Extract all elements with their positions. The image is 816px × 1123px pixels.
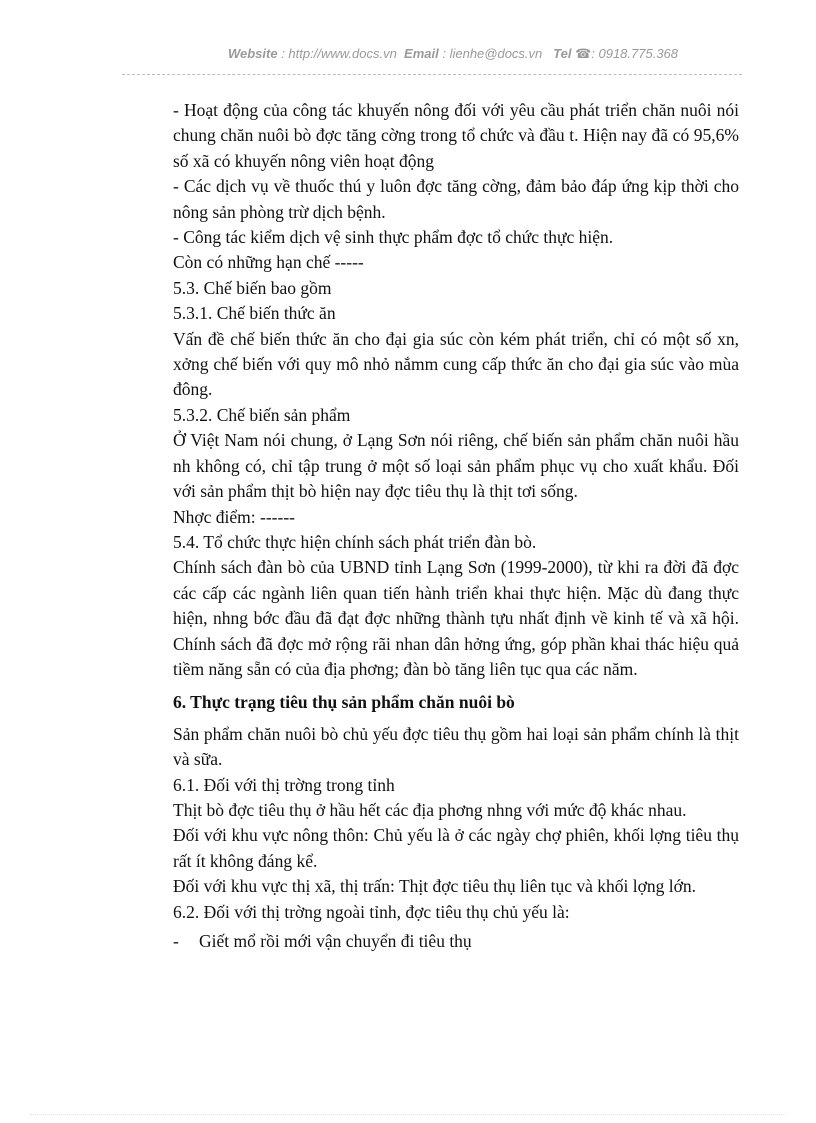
paragraph: - Các dịch vụ về thuốc thú y luôn đợc tăng cờng, đảm bảo đáp ứng kịp thời cho nông sản phòng trừ dịch bệnh. [173, 176, 739, 222]
paragraph: Thịt bò đợc tiêu thụ ở hầu hết các địa phơng nhng với mức độ khác nhau. [173, 799, 687, 820]
paragraph: Nhợc điểm: ------ [173, 506, 295, 527]
website-label: Website [227, 46, 278, 61]
paragraph: Sản phẩm chăn nuôi bò chủ yếu đợc tiêu thụ gồm hai loại sản phẩm chính là thịt và sữa. [173, 723, 739, 770]
section-title: 6.1. Đối với thị trờng trong tỉnh [173, 774, 395, 795]
page-header [0, 46, 816, 62]
bullet-item [173, 929, 739, 954]
tel-label: Tel [553, 46, 572, 61]
paragraph: - Hoạt động của công tác khuyến nông đối với yêu cầu phát triển chăn nuôi nói chung chăn nuôi bò đợc tăng cờng trong tổ chức và đầu t. Hiện nay đã có 95,6% số xã có khuyến nông viên hoạt động [173, 100, 739, 171]
phone-icon: ☎ [575, 46, 592, 61]
chapter-heading: 6. Thực trạng tiêu thụ sản phẩm chăn nuôi bò [173, 692, 515, 713]
paragraph: Đối với khu vực thị xã, thị trấn: Thịt đợc tiêu thụ liên tục và khối lợng lớn. [173, 876, 696, 897]
email-label: Email [404, 46, 439, 61]
paragraph: Chính sách đàn bò của UBND tỉnh Lạng Sơn (1999-2000), từ khi ra đời đã đợc các cấp các ngành liên quan tiến hành triển khai thực hiện. Mặc dù đang thực hiện, nhng bớc đầu đã đạt đợc những thành tựu nhất định về kinh tế và xã hội. Chính sách đã đợc mở rộng rãi nhan dân hởng ứng, góp phần khai thác hiệu quả tiềm năng sẵn có của địa phơng; đàn bò tăng liên tục qua các năm. [173, 557, 739, 679]
email-value[interactable]: : lienhe@docs.vn [442, 46, 543, 61]
section-title: 5.4. Tổ chức thực hiện chính sách phát triển đàn bò. [173, 531, 537, 552]
paragraph: - Công tác kiểm dịch vệ sinh thực phẩm đợc tổ chức thực hiện. [173, 227, 614, 248]
bullet-text: Giết mổ rồi mới vận chuyển đi tiêu thụ [199, 931, 472, 951]
website-value[interactable]: : http://www.docs.vn [281, 46, 397, 61]
footer-divider [30, 1114, 786, 1115]
paragraph: Còn có những hạn chế ----- [173, 252, 364, 273]
section-title: 5.3.2. Chế biến sản phẩm [173, 404, 351, 425]
tel-value: : 0918.775.368 [591, 46, 679, 61]
section-title: 5.3. Chế biến bao gồm [173, 277, 332, 298]
paragraph: Ở Việt Nam nói chung, ở Lạng Sơn nói riêng, chế biến sản phẩm chăn nuôi hầu nh không có, chỉ tập trung ở một số loại sản phẩm phục vụ cho xuất khẩu. Đối với sản phẩm thịt bò hiện nay đợc tiêu thụ là thịt tơi sống. [173, 430, 739, 502]
section-title: 6.2. Đối với thị trờng ngoài tỉnh, đợc tiêu thụ chủ yếu là: [173, 901, 570, 922]
section-title: 5.3.1. Chế biến thức ăn [173, 303, 336, 324]
header-divider [122, 74, 742, 75]
paragraph: Vấn đề chế biến thức ăn cho đại gia súc còn kém phát triển, chỉ có một số xn, xởng chế biến với quy mô nhỏ nắmm cung cấp thức ăn cho đại gia súc vào mùa đông. [173, 328, 739, 400]
document-body [173, 98, 739, 954]
bullet-mark: - [173, 931, 179, 951]
paragraph: Đối với khu vực nông thôn: Chủ yếu là ở các ngày chợ phiên, khối lợng tiêu thụ rất ít không đáng kể. [173, 825, 739, 871]
